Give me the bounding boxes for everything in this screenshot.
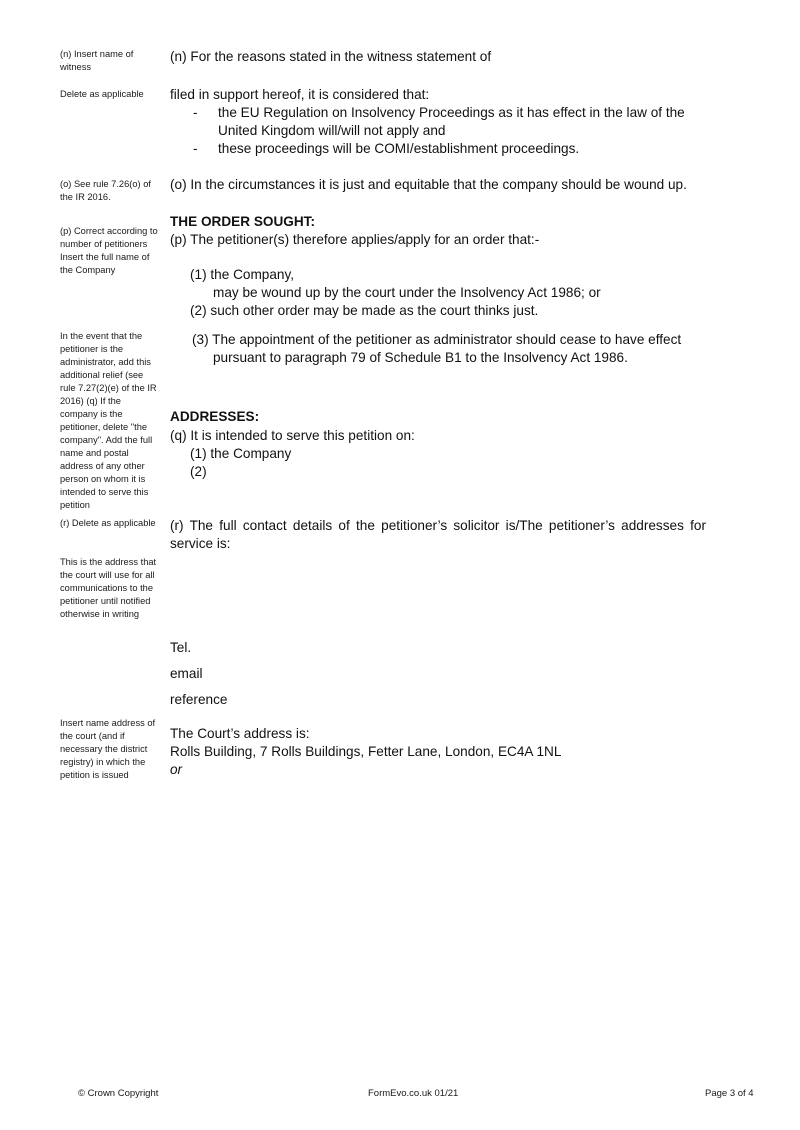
serve-item-1: (1) the Company xyxy=(190,446,292,461)
reference-label: reference xyxy=(170,692,228,707)
comi-line: these proceedings will be COMI/establishment proceedings. xyxy=(218,141,580,156)
order-item-3-cont: pursuant to paragraph 79 of Schedule B1 to the Insolvency Act 1986. xyxy=(213,350,628,365)
court-address: Rolls Building, 7 Rolls Buildings, Fetter Lane, London, EC4A 1NL xyxy=(170,744,562,759)
court-address-heading: The Court’s address is: xyxy=(170,726,310,741)
footer-copyright: © Crown Copyright xyxy=(78,1088,159,1099)
order-sought-heading: THE ORDER SOUGHT: xyxy=(170,214,316,229)
margin-note-address: This is the address that the court will use for all communications to the petitioner until notified otherwise in writing xyxy=(60,557,157,619)
just-equitable-line: (o) In the circumstances it is just and equitable that the company should be wound up. xyxy=(170,177,687,192)
serve-petition-line: (q) It is intended to serve this petition on: xyxy=(170,428,415,443)
margin-note-delete: Delete as applicable xyxy=(60,89,144,99)
margin-note-court: Insert name address of the court (and if necessary the district registry) in which the petition is issued xyxy=(60,718,156,780)
bullet-dash: - xyxy=(193,141,198,156)
footer-page-number: Page 3 of 4 xyxy=(705,1088,754,1099)
margin-note-o: (o) See rule 7.26(o) of the IR 2016. xyxy=(60,179,151,202)
or-text: or xyxy=(170,762,183,777)
margin-note-p: (p) Correct according to number of petitioners Insert the full name of the Company xyxy=(60,226,158,275)
bullet-dash: - xyxy=(193,105,198,120)
filed-support-line: filed in support hereof, it is considered that: xyxy=(170,87,430,102)
contact-details-line: (r) The full contact details of the petitioner’s solicitor is/The petitioner’s addresses for service is: xyxy=(170,518,706,551)
margin-note-n: (n) Insert name of witness xyxy=(60,49,134,72)
order-item-2: (2) such other order may be made as the court thinks just. xyxy=(190,303,539,318)
eu-regulation-line-cont: United Kingdom will/will not apply and xyxy=(218,123,446,138)
margin-note-r: (r) Delete as applicable xyxy=(60,518,156,528)
petitioner-applies-line: (p) The petitioner(s) therefore applies/apply for an order that:- xyxy=(170,232,540,247)
serve-item-2: (2) xyxy=(190,464,207,479)
footer-form-ref: FormEvo.co.uk 01/21 xyxy=(368,1088,459,1099)
addresses-heading: ADDRESSES: xyxy=(170,409,260,424)
order-item-1: (1) the Company, xyxy=(190,267,295,282)
witness-statement-line: (n) For the reasons stated in the witness statement of xyxy=(170,49,492,64)
order-item-3: (3) The appointment of the petitioner as administrator should cease to have effect xyxy=(192,332,682,347)
margin-note-admin-q: In the event that the petitioner is the administrator, add this additional relief (see rule 7.27(2)(e) of the IR 2016) (q) If the company is the petitioner, delete "the company". Add the full name and postal address of any other person on whom it is intended to serve this petition xyxy=(60,331,157,510)
order-item-1-cont: may be wound up by the court under the Insolvency Act 1986; or xyxy=(213,285,601,300)
email-label: email xyxy=(170,666,203,681)
tel-label: Tel. xyxy=(170,640,192,655)
eu-regulation-line: the EU Regulation on Insolvency Proceedings as it has effect in the law of the xyxy=(218,105,685,120)
